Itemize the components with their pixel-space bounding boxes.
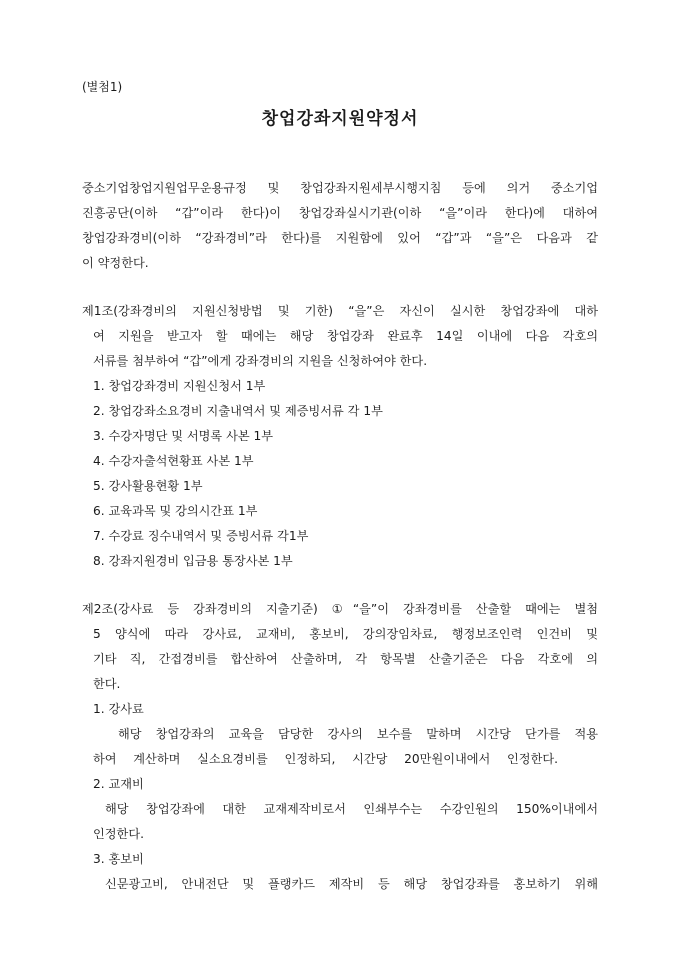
article1-line: 서류를 첨부하여 “갑”에게 강좌경비의 지원을 신청하여야 한다. bbox=[93, 354, 428, 368]
article1-item: 8. 강좌지원경비 입금용 통장사본 1부 bbox=[93, 554, 293, 568]
article2-sub2-line: 해당 창업강좌에 대한 교재제작비로서 인쇄부수는 수강인원의 150%이내에서 bbox=[105, 802, 598, 816]
preamble-line: 창업강좌경비(이하 “강좌경비”라 한다)를 지원함에 있어 “갑”과 “을”은 다음과 같 bbox=[82, 231, 598, 245]
article1-item: 7. 수강료 징수내역서 및 증빙서류 각1부 bbox=[93, 529, 309, 543]
article2-sub1-line: 하여 계산하며 실소요경비를 인정하되, 시간당 20만원이내에서 인정한다. bbox=[93, 752, 558, 766]
article2-line: 제2조(강사료 등 강좌경비의 지출기준) ①“을”이 강좌경비를 산출할 때에는 별첨 bbox=[82, 602, 598, 616]
article2-sub2-line: 인정한다. bbox=[93, 827, 144, 841]
article2-line: 5 양식에 따라 강사료, 교재비, 홍보비, 강의장임차료, 행정보조인력 인건비 및 bbox=[93, 627, 598, 641]
article2-sub1-line: 해당 창업강좌의 교육을 담당한 강사의 보수를 말하며 시간당 단가를 적용 bbox=[118, 727, 598, 741]
article1-item: 4. 수강자출석현황표 사본 1부 bbox=[93, 454, 254, 468]
article2-sub3-line: 신문광고비, 안내전단 및 플랭카드 제작비 등 해당 창업강좌를 홍보하기 위해 bbox=[105, 877, 598, 891]
article2-subtitle-promotion: 3. 홍보비 bbox=[93, 852, 144, 866]
article1-item: 5. 강사활용현황 1부 bbox=[93, 479, 203, 493]
preamble-line: 이 약정한다. bbox=[82, 256, 149, 270]
article2-line: 기타 직, 간접경비를 합산하여 산출하며, 각 항목별 산출기준은 다음 각호에 의 bbox=[93, 652, 598, 666]
article1-item: 1. 창업강좌경비 지원신청서 1부 bbox=[93, 379, 266, 393]
attachment-label: (별첨1) bbox=[82, 80, 123, 94]
article1-item: 3. 수강자명단 및 서명록 사본 1부 bbox=[93, 429, 274, 443]
article1-item: 6. 교육과목 및 강의시간표 1부 bbox=[93, 504, 258, 518]
preamble-line: 중소기업창업지원업무운용규정 및 창업강좌지원세부시행지침 등에 의거 중소기업 bbox=[82, 181, 598, 195]
article1-line: 여 지원을 받고자 할 때에는 해당 창업강좌 완료후 14일 이내에 다음 각호의 bbox=[93, 329, 598, 343]
document-title: 창업강좌지원약정서 bbox=[261, 109, 419, 129]
article1-line: 제1조(강좌경비의 지원신청방법 및 기한) “을”은 자신이 실시한 창업강좌에 대하 bbox=[82, 304, 598, 318]
article2-subtitle-materials: 2. 교재비 bbox=[93, 777, 144, 791]
article2-line: 한다. bbox=[93, 677, 121, 691]
article2-subtitle-fee: 1. 강사료 bbox=[93, 702, 144, 716]
article1-item: 2. 창업강좌소요경비 지출내역서 및 제증빙서류 각 1부 bbox=[93, 404, 383, 418]
preamble-line: 진흥공단(이하 “갑”이라 한다)이 창업강좌실시기관(이하 “을”이라 한다)에 대하여 bbox=[82, 206, 598, 220]
